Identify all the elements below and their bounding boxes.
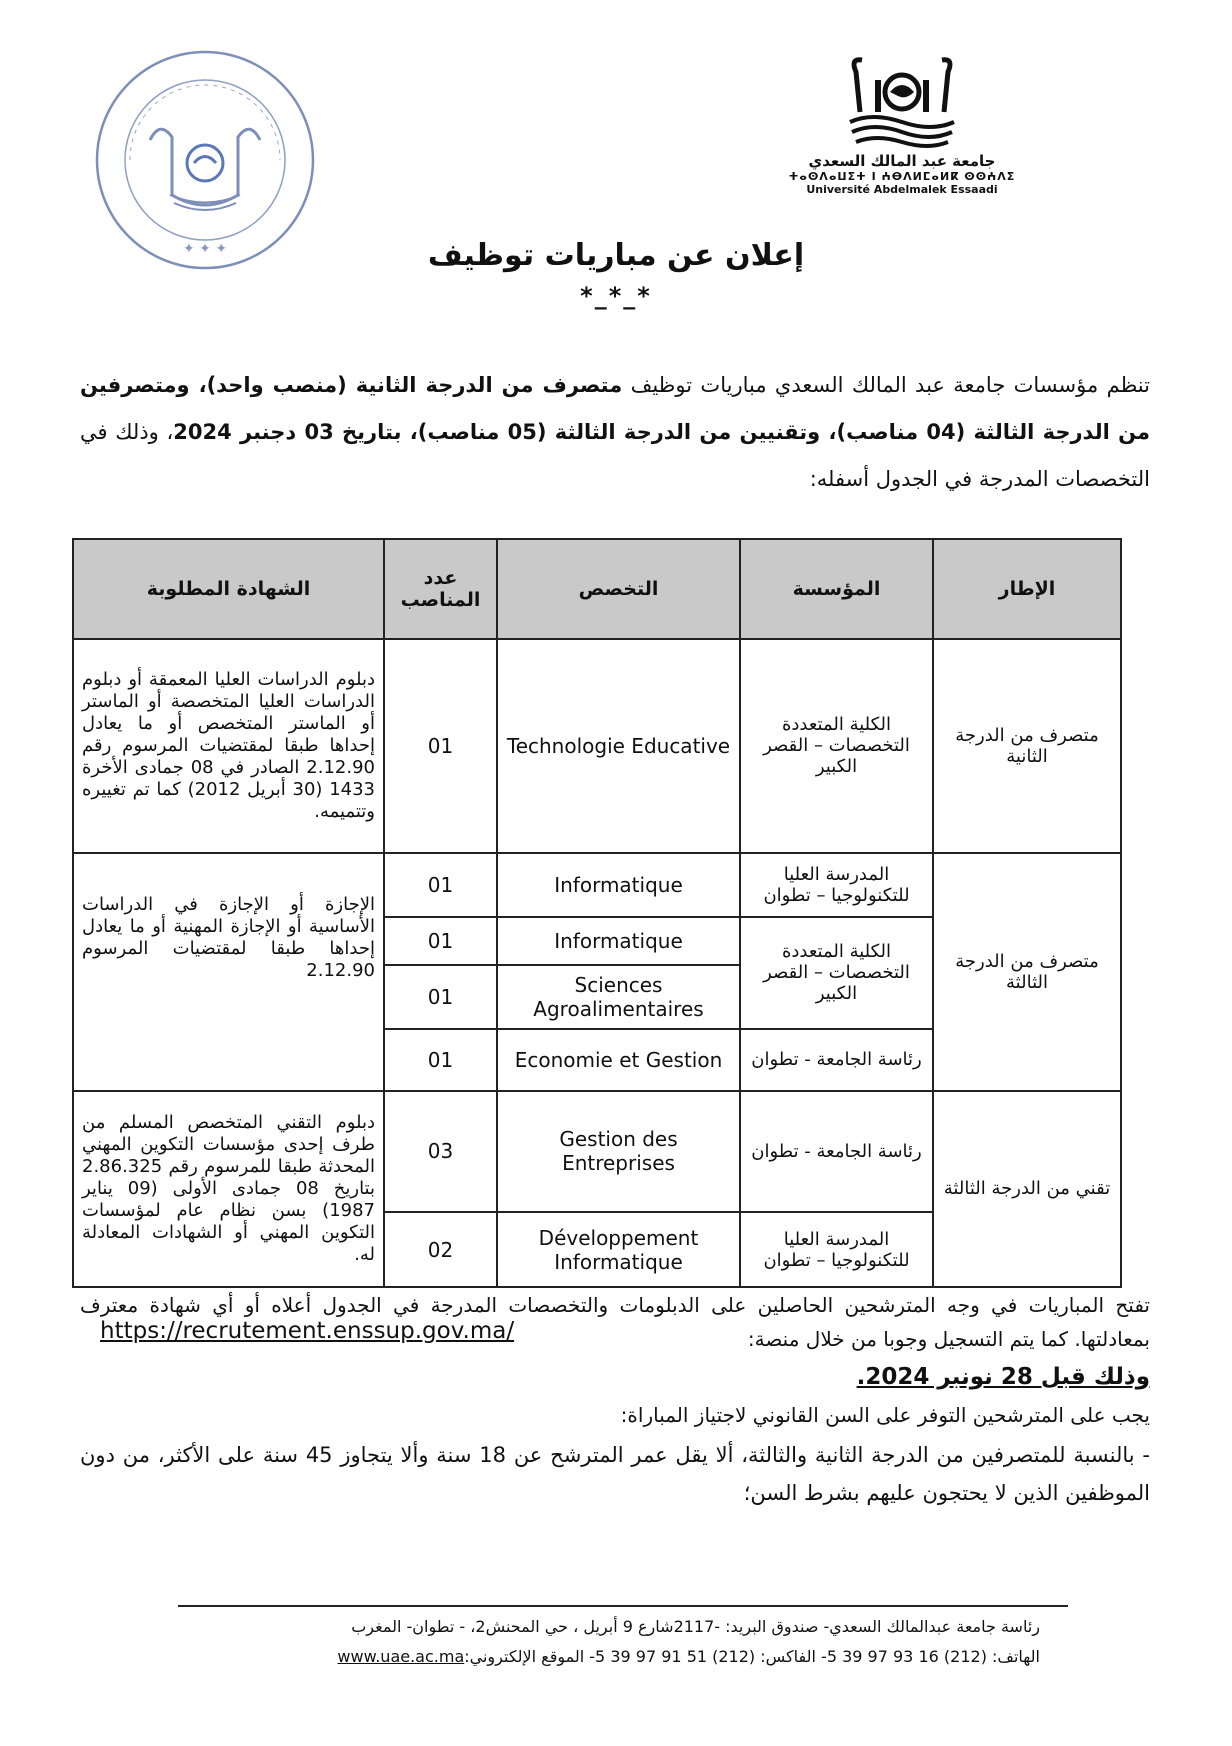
cell-institution: المدرسة العليا للتكنولوجيا – تطوان bbox=[740, 853, 933, 917]
footer-website-link[interactable]: www.uae.ac.ma bbox=[337, 1647, 465, 1666]
eligibility-paragraph: تفتح المباريات في وجه المترشحين الحاصلين على الدبلومات والتخصصات المدرجة في الجدول أعلاه أو أي شهادة معترف بمعادلتها. كما يتم التسجيل وجوبا من خلال منصة: bbox=[80, 1293, 1150, 1351]
footer-address: رئاسة جامعة عبدالمالك السعدي- صندوق البريد: -2117شارع 9 أبريل ، حي المحنش2، - تطوان- المغرب bbox=[351, 1617, 1040, 1636]
cell-count: 01 bbox=[384, 1029, 497, 1091]
platform-link[interactable]: https://recrutement.enssup.gov.ma/ bbox=[100, 1318, 515, 1344]
intro-paragraph bbox=[80, 362, 1150, 503]
university-name-arabic: جامعة عبد المالك السعدي bbox=[808, 152, 996, 170]
cell-specialty: Economie et Gestion bbox=[497, 1029, 740, 1091]
header-institution: المؤسسة bbox=[740, 539, 933, 639]
cell-certificate: الإجازة أو الإجازة في الدراسات الأساسية أو الإجازة المهنية أو ما يعادل إحداها طبقا لمقتضيات المرسوم 2.12.90 bbox=[73, 853, 384, 1091]
university-logo-block bbox=[782, 50, 1022, 196]
cell-specialty: Technologie Educative bbox=[497, 639, 740, 853]
cell-certificate: دبلوم التقني المتخصص المسلم من طرف إحدى مؤسسات التكوين المهني المحدثة طبقا للمرسوم رقم 2.86.325 بتاريخ 08 جمادى الأولى (09 يناير 1987) بسن نظام عام لمؤسسات التكوين المهني أو الشهادات المعادلة له. bbox=[73, 1091, 384, 1287]
positions-table bbox=[72, 538, 1122, 1288]
table-row bbox=[73, 1091, 1121, 1212]
table-row bbox=[73, 639, 1121, 853]
intro-text-start: تنظم مؤسسات جامعة عبد المالك السعدي مباريات توظيف bbox=[622, 373, 1150, 397]
cell-institution: رئاسة الجامعة - تطوان bbox=[740, 1029, 933, 1091]
university-name-french: Université Abdelmalek Essaadi bbox=[806, 183, 998, 196]
cell-specialty: Gestion des Entreprises bbox=[497, 1091, 740, 1212]
cell-specialty: Informatique bbox=[497, 853, 740, 917]
university-name-tifinagh: ⵜⴰⵙⴷⴰⵡⵉⵜ ⵏ ⵄⴱⴷⵍⵎⴰⵍⴽ ⵙⵙⵄⴷⵉ bbox=[788, 170, 1016, 183]
deadline-date: 28 نونبر 2024. bbox=[856, 1364, 1033, 1390]
title-decoration: *_*_* bbox=[580, 282, 652, 310]
header-count: عدد المناصب bbox=[384, 539, 497, 639]
table-row bbox=[73, 853, 1121, 917]
age-requirement-rule: - بالنسبة للمتصرفين من الدرجة الثانية والثالثة، ألا يقل عمر المترشح عن 18 سنة وألا يتجاوز 45 سنة على الأكثر، من دون الموظفين الذين لا يحتجون عليهم بشرط السن؛ bbox=[80, 1443, 1151, 1505]
footer-contact bbox=[160, 1642, 1040, 1672]
cell-frame: متصرف من الدرجة الثالثة bbox=[933, 853, 1121, 1091]
cell-count: 01 bbox=[384, 917, 497, 965]
svg-text:✦ ✦ ✦: ✦ ✦ ✦ bbox=[182, 241, 228, 257]
cell-institution: المدرسة العليا للتكنولوجيا – تطوان bbox=[740, 1212, 933, 1287]
university-logo-icon bbox=[842, 50, 962, 150]
header-specialty: التخصص bbox=[497, 539, 740, 639]
header-frame: الإطار bbox=[933, 539, 1121, 639]
cell-frame: متصرف من الدرجة الثانية bbox=[933, 639, 1121, 853]
deadline-line bbox=[80, 1360, 1150, 1394]
table-header-row bbox=[73, 539, 1121, 639]
intro-text-end: ، وذلك في التخصصات المدرجة في الجدول أسفله: bbox=[80, 420, 1150, 491]
cell-count: 01 bbox=[384, 853, 497, 917]
cell-institution: الكلية المتعددة التخصصات – القصر الكبير bbox=[740, 917, 933, 1029]
cell-count: 01 bbox=[384, 965, 497, 1029]
footer-phone-fax: الهاتف: (212) 16 93 97 39 5- الفاكس: (212) 51 91 97 39 5- الموقع الإلكتروني: bbox=[464, 1647, 1040, 1666]
cell-institution: رئاسة الجامعة - تطوان bbox=[740, 1091, 933, 1212]
deadline-text: وذلك قبل 28 نونبر 2024. bbox=[856, 1364, 1150, 1390]
cell-count: 03 bbox=[384, 1091, 497, 1212]
cell-certificate: دبلوم الدراسات العليا المعمقة أو دبلوم الدراسات العليا المتخصصة أو الماستر أو الماستر المتخصص أو ما يعادل إحداها طبقا لمقتضيات المرسوم رقم 2.12.90 الصادر في 08 جمادى الأخرة 1433 (30 أبريل 2012) كما تم تغييره وتتميمه. bbox=[73, 639, 384, 853]
header-certificate: الشهادة المطلوبة bbox=[73, 539, 384, 639]
intro-text-bold: متصرف من الدرجة الثانية (منصب واحد)، ومتصرفين من الدرجة الثالثة (04 مناصب)، وتقنيين من الدرجة الثالثة (05 مناصب)، بتاريخ 03 دجنبر 2024 bbox=[80, 373, 1150, 444]
cell-specialty: Sciences Agroalimentaires bbox=[497, 965, 740, 1029]
cell-specialty: Développement Informatique bbox=[497, 1212, 740, 1287]
age-requirement-intro: يجب على المترشحين التوفر على السن القانوني لاجتياز المباراة: bbox=[620, 1403, 1150, 1427]
cell-specialty: Informatique bbox=[497, 917, 740, 965]
cell-count: 01 bbox=[384, 639, 497, 853]
footer-divider bbox=[178, 1605, 1068, 1607]
cell-institution: الكلية المتعددة التخصصات – القصر الكبير bbox=[740, 639, 933, 853]
cell-frame: تقني من الدرجة الثالثة bbox=[933, 1091, 1121, 1287]
cell-count: 02 bbox=[384, 1212, 497, 1287]
page-title: إعلان عن مباريات توظيف bbox=[427, 238, 805, 273]
